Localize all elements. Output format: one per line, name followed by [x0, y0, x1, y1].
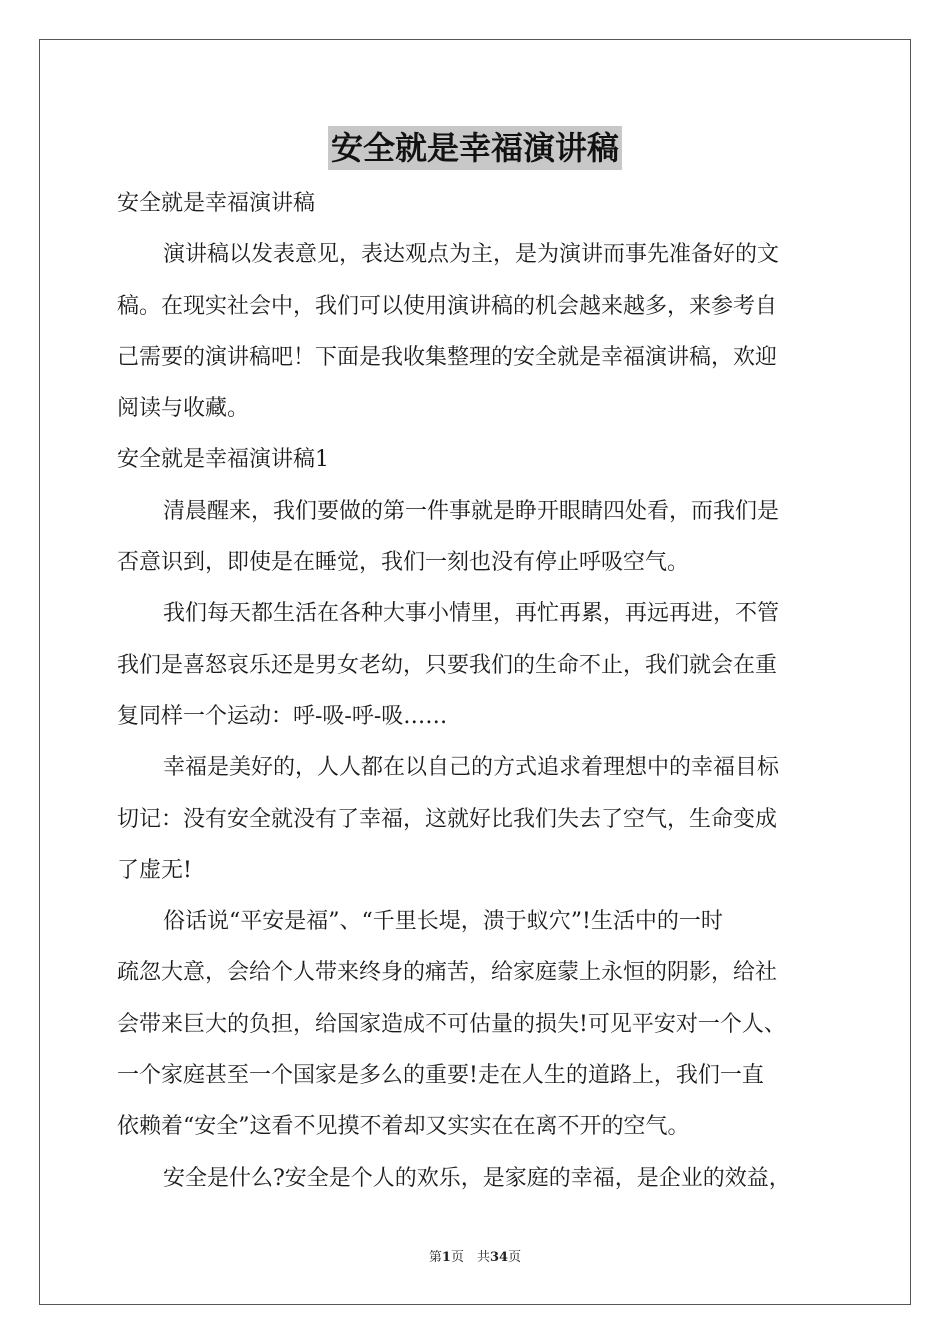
title-container [0, 126, 950, 170]
text-line: 疏忽大意，会给个人带来终身的痛苦，给家庭蒙上永恒的阴影，给社 [117, 960, 778, 986]
text-line: 稿。在现实社会中，我们可以使用演讲稿的机会越来越多，来参考自 [117, 293, 778, 319]
footer-total-pages: 34 [489, 1250, 509, 1265]
text-line: 阅读与收藏。 [117, 396, 250, 422]
text-line: 幸福是美好的，人人都在以自己的方式追求着理想中的幸福目标 [163, 755, 780, 781]
text-line: 演讲稿以发表意见，表达观点为主，是为演讲而事先准备好的文 [163, 242, 780, 268]
footer-page-number: 1 [441, 1250, 451, 1265]
footer-suffix: 页 [508, 1250, 522, 1265]
text-line: 我们是喜怒哀乐还是男女老幼，只要我们的生命不止，我们就会在重 [117, 652, 778, 678]
footer-prefix: 第 [428, 1250, 442, 1265]
text-line: 我们每天都生活在各种大事小情里，再忙再累，再远再进，不管 [163, 601, 780, 627]
document-title: 安全就是幸福演讲稿 [328, 126, 622, 170]
text-line: 清晨醒来，我们要做的第一件事就是睁开眼睛四处看，而我们是 [163, 498, 780, 524]
text-line: 俗话说“平安是福”、“千里长堤，溃于蚁穴”!生活中的一时 [163, 909, 723, 935]
text-line: 复同样一个运动：呼-吸-呼-吸…… [117, 703, 448, 729]
text-line: 否意识到，即使是在睡觉，我们一刻也没有停止呼吸空气。 [117, 550, 690, 576]
text-line: 安全是什么?安全是个人的欢乐，是家庭的幸福，是企业的效益， [163, 1165, 791, 1191]
footer-mid: 页 共 [450, 1250, 490, 1265]
text-line: 安全就是幸福演讲稿 [117, 191, 316, 216]
text-line: 依赖着“安全”这看不见摸不着却又实实在在离不开的空气。 [117, 1114, 690, 1140]
text-line: 安全就是幸福演讲稿1 [117, 447, 329, 473]
text-line: 切记：没有安全就没有了幸福，这就好比我们失去了空气，生命变成 [117, 806, 778, 832]
text-line: 会带来巨大的负担，给国家造成不可估量的损失!可见平安对一个人、 [117, 1011, 786, 1037]
text-line: 一个家庭甚至一个国家是多么的重要!走在人生的道路上，我们一直 [117, 1063, 764, 1089]
text-line: 己需要的演讲稿吧！下面是我收集整理的安全就是幸福演讲稿，欢迎 [117, 344, 778, 370]
text-line: 了虚无! [117, 857, 192, 883]
document-body [117, 178, 837, 1204]
page-footer [0, 1246, 950, 1265]
